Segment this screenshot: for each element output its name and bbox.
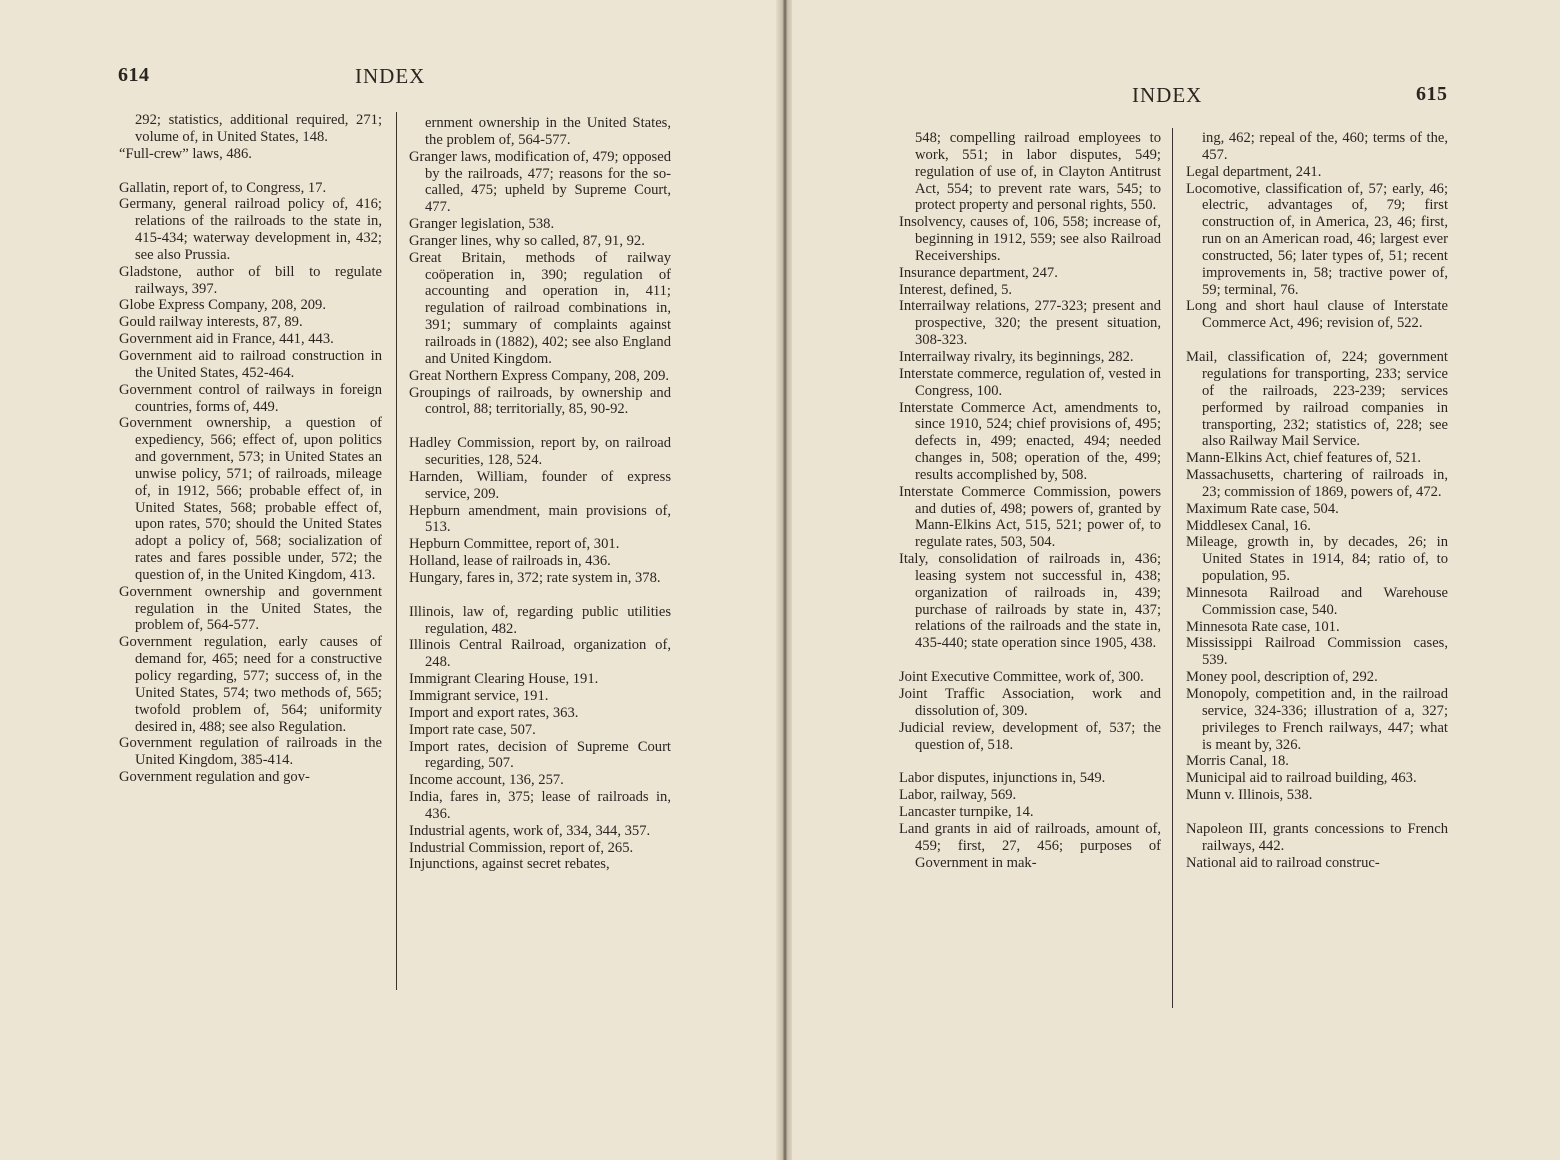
index-entry: Holland, lease of railroads in, 436. — [409, 553, 611, 570]
index-entry: Income account, 136, 257. — [409, 772, 564, 789]
index-entry: Import rate case, 507. — [409, 721, 536, 738]
continuation-text: 292; statistics, additional required, 271; volume of, in United States, 148. — [135, 112, 382, 145]
index-entry: Monopoly, competition and, in the railroad service, 324-336; illustration of a, 327; privileges to French railways, 447; what is meant by, 326. — [1186, 686, 1448, 753]
index-entry: Land grants in aid of railroads, amount of, 459; first, 27, 456; purposes of Government in mak- — [899, 820, 1161, 871]
index-entry: Insolvency, causes of, 106, 558; increase of, beginning in 1912, 559; see also Railroad Receiverships. — [899, 214, 1161, 264]
index-entry: Immigrant service, 191. — [409, 688, 549, 704]
index-entry: Money pool, description of, 292. — [1186, 669, 1378, 686]
index-entry: Groupings of railroads, by ownership and control, 88; territorially, 85, 90-92. — [409, 384, 671, 418]
left-page-number: 614 — [118, 64, 150, 86]
index-entry: India, fares in, 375; lease of railroads in, 436. — [409, 789, 671, 822]
index-entry: Middlesex Canal, 16. — [1186, 517, 1311, 534]
index-entry: Hepburn amendment, main provisions of, 513. — [409, 502, 671, 536]
right-page — [792, 0, 1560, 1160]
index-entry: Napoleon III, grants concessions to French railways, 442. — [1186, 820, 1448, 854]
index-entry: Gladstone, author of bill to regulate railways, 397. — [119, 263, 382, 297]
index-entry: Government control of railways in foreign countries, forms of, 449. — [119, 381, 382, 415]
continuation-text: 548; compelling railroad employees to work, 551; in labor disputes, 549; regulation of use of, in Clayton Antitrust Act, 554; to prevent rate wars, 545; to protect property and personal rights, 550. — [915, 130, 1161, 214]
index-entry: Immigrant Clearing House, 191. — [409, 671, 599, 688]
index-entry: Injunctions, against secret rebates, — [409, 856, 610, 873]
left-index-column-2 — [409, 115, 671, 873]
entry-list — [409, 149, 671, 874]
index-entry: Granger lines, why so called, 87, 91, 92. — [409, 232, 645, 249]
index-entry: Interstate Commerce Commission, powers and duties of, 498; powers of, granted by Mann-Elkins Act, 515, 521; power of, to regulate rates, 503, 504. — [899, 483, 1161, 551]
index-entry: Municipal aid to railroad building, 463. — [1186, 770, 1417, 787]
index-entry: Industrial agents, work of, 334, 344, 357. — [409, 822, 651, 839]
column-divider — [1172, 128, 1173, 1008]
entry-list — [899, 214, 1161, 871]
index-entry: Government ownership, a question of expediency, 566; effect of, upon politics and government, 573; in United States an unwise policy, 571; of railroads, mileage of, in 1912, 566; probable effect of, in United States, 568; probable effect of, upon rates, 570; should the United States adopt a policy of, 568; socialization of rates and fares possible under, 572; the question of, in the United Kingdom, 413. — [119, 415, 382, 583]
index-entry: Government ownership and government regulation in the United States, the problem of, 564-577. — [119, 583, 382, 634]
index-entry: Minnesota Railroad and Warehouse Commission case, 540. — [1186, 584, 1448, 618]
index-entry: Long and short haul clause of Interstate Commerce Act, 496; revision of, 522. — [1186, 298, 1448, 332]
index-entry: Import rates, decision of Supreme Court regarding, 507. — [409, 738, 671, 772]
index-entry: Gallatin, report of, to Congress, 17. — [119, 179, 327, 196]
index-entry: Legal department, 241. — [1186, 163, 1322, 180]
column-divider — [396, 112, 397, 990]
index-entry: Government aid in France, 441, 443. — [119, 331, 334, 348]
index-entry: Granger legislation, 538. — [409, 216, 555, 233]
index-entry: Gould railway interests, 87, 89. — [119, 314, 303, 331]
index-entry: Labor, railway, 569. — [899, 787, 1017, 804]
left-running-head: INDEX — [355, 64, 426, 88]
index-entry: Industrial Commission, report of, 265. — [409, 839, 634, 856]
index-entry: Germany, general railroad policy of, 416; relations of the railroads to the state in, 415-434; waterway development in, 432; see also Prussia. — [119, 196, 382, 263]
index-entry: Massachusetts, chartering of railroads in, 23; commission of 1869, powers of, 472. — [1186, 467, 1448, 500]
index-entry: Illinois Central Railroad, organization of, 248. — [409, 637, 671, 671]
index-entry: Mileage, growth in, by decades, 26; in United States in 1914, 84; ratio of, to population, 95. — [1186, 534, 1448, 585]
right-page-number: 615 — [1416, 83, 1448, 105]
index-entry: Judicial review, development of, 537; the question of, 518. — [899, 719, 1161, 753]
right-index-column-2 — [1186, 130, 1448, 871]
index-entry: Mississippi Railroad Commission cases, 539. — [1186, 635, 1448, 669]
continuation-text: ing, 462; repeal of the, 460; terms of the, 457. — [1202, 130, 1448, 163]
index-entry: Insurance department, 247. — [899, 264, 1058, 281]
index-entry: National aid to railroad construc- — [1186, 854, 1380, 871]
index-entry: Government aid to railroad construction in the United States, 452-464. — [119, 347, 382, 381]
continuation-text: ernment ownership in the United States, the problem of, 564-577. — [425, 115, 671, 148]
index-entry: Lancaster turnpike, 14. — [899, 804, 1034, 821]
index-entry: Locomotive, classification of, 57; early, 46; electric, advantages of, 79; first construction of, in America, 23, 46; first, run on an American road, 46; largest ever constructed, 56; later types of, 51; recent improvements in, 58; tractive power of, 59; terminal, 76. — [1186, 180, 1448, 298]
index-entry: Great Britain, methods of railway coöperation in, 390; regulation of accounting and operation in, 411; regulation of railroad combinations in, 391; summary of complaints against railroads in (1882), 402; see also England and United Kingdom. — [409, 249, 671, 367]
entry-list — [119, 146, 382, 786]
index-entry: Interstate Commerce Act, amendments to, since 1910, 524; chief provisions of, 495; defects in, 499; enacted, 494; needed changes in, 508; operation of the, 499; results accomplished by, 508. — [899, 399, 1161, 483]
index-entry: Interrailway relations, 277-323; present and prospective, 320; the present situation, 308-323. — [899, 298, 1161, 349]
index-entry: Great Northern Express Company, 208, 209. — [409, 367, 670, 384]
index-entry: Interest, defined, 5. — [899, 281, 1013, 298]
index-entry: Italy, consolidation of railroads in, 436; leasing system not successful in, 438; organization of railroads in, 439; purchase of railroads by state in, 437; relations of the railroads and the state in, 435-440; state operation since 1905, 438. — [899, 551, 1161, 652]
index-entry: Munn v. Illinois, 538. — [1186, 787, 1313, 804]
index-entry: Interrailway rivalry, its beginnings, 282. — [899, 348, 1134, 365]
index-entry: Harnden, William, founder of express service, 209. — [409, 468, 671, 502]
index-entry: Government regulation, early causes of demand for, 465; need for a constructive policy regarding, 577; success of, in the United States, 574; two methods of, 565; twofold problem of, 564; uniformity desired in, 488; see also Regulation. — [119, 634, 382, 735]
right-running-head: INDEX — [1132, 83, 1203, 107]
index-entry: Labor disputes, injunctions in, 549. — [899, 770, 1106, 787]
index-entry: Minnesota Rate case, 101. — [1186, 618, 1340, 635]
index-entry: Maximum Rate case, 504. — [1186, 500, 1339, 517]
index-entry: Mail, classification of, 224; government regulations for transporting, 233; service of the railroads, 223-239; services performed by railroad companies in transporting, 232; statistics of, 228; see also Railway Mail Service. — [1186, 349, 1448, 450]
index-entry: Joint Traffic Association, work and dissolution of, 309. — [899, 686, 1161, 719]
index-entry: “Full-crew” laws, 486. — [119, 145, 252, 162]
index-entry: Granger laws, modification of, 479; opposed by the railroads, 477; reasons for the so-called, 475; upheld by Supreme Court, 477. — [409, 148, 671, 216]
index-entry: Joint Executive Committee, work of, 300. — [899, 669, 1144, 686]
index-entry: Globe Express Company, 208, 209. — [119, 297, 326, 314]
index-entry: Illinois, law of, regarding public utilities regulation, 482. — [409, 603, 671, 637]
right-index-column-1 — [899, 130, 1161, 871]
index-entry: Mann-Elkins Act, chief features of, 521. — [1186, 450, 1422, 467]
index-entry: Government regulation and gov- — [119, 769, 310, 786]
left-index-column-1 — [119, 112, 382, 786]
index-entry: Hepburn Committee, report of, 301. — [409, 536, 620, 553]
index-entry: Morris Canal, 18. — [1186, 753, 1289, 770]
index-entry: Import and export rates, 363. — [409, 704, 579, 721]
entry-list — [1186, 164, 1448, 872]
index-entry: Government regulation of railroads in the United Kingdom, 385-414. — [119, 735, 382, 769]
index-entry: Hungary, fares in, 372; rate system in, 378. — [409, 569, 661, 586]
index-entry: Hadley Commission, report by, on railroad securities, 128, 524. — [409, 435, 671, 469]
index-entry: Interstate commerce, regulation of, vested in Congress, 100. — [899, 365, 1161, 399]
